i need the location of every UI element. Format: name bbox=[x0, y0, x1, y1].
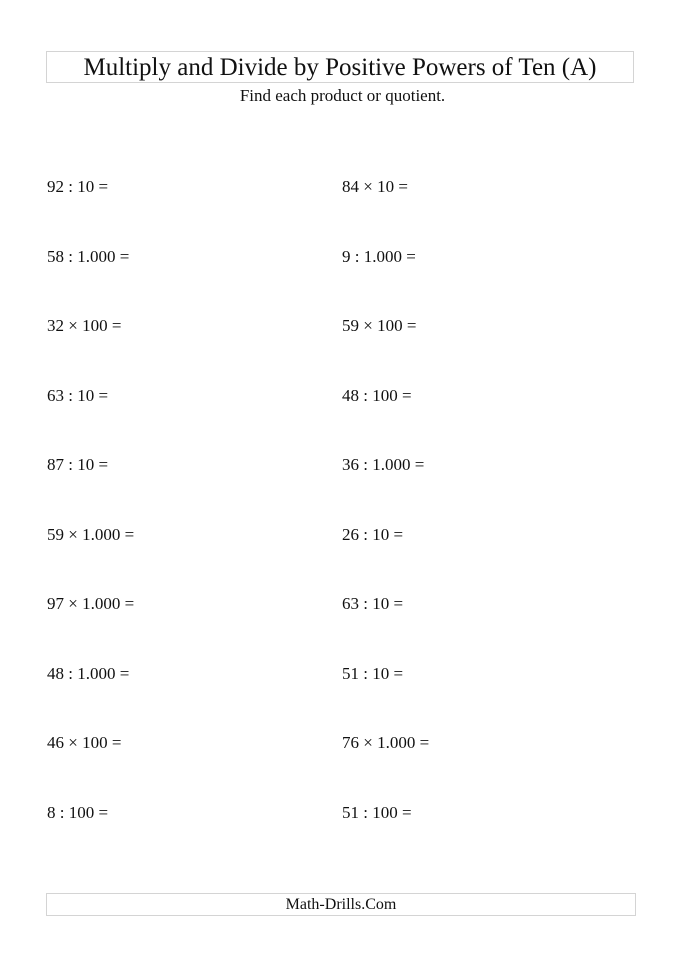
problem-right-8: 51 : 10 = bbox=[342, 663, 404, 683]
problem-left-8: 48 : 1.000 = bbox=[47, 663, 130, 683]
problem-left-9: 46 × 100 = bbox=[47, 733, 122, 752]
problem-left-5: 87 : 10 = bbox=[47, 455, 109, 474]
footer: Math-Drills.Com bbox=[46, 893, 636, 916]
problem-left-4: 63 : 10 = bbox=[47, 385, 109, 405]
problem-right-3: 59 × 100 = bbox=[342, 316, 417, 335]
problem-right-9: 76 × 1.000 = bbox=[342, 733, 430, 752]
problem-left-1: 92 : 10 = bbox=[47, 177, 109, 196]
problem-left-6: 59 × 1.000 = bbox=[47, 524, 135, 544]
problem-left-2: 58 : 1.000 = bbox=[47, 246, 130, 266]
problem-left-10: 8 : 100 = bbox=[47, 802, 109, 822]
problem-left-3: 32 × 100 = bbox=[47, 316, 122, 335]
instructions: Find each product or quotient. bbox=[239, 86, 446, 105]
problem-right-10: 51 : 100 = bbox=[342, 802, 412, 822]
problem-left-7: 97 × 1.000 = bbox=[47, 594, 135, 613]
problem-right-5: 36 : 1.000 = bbox=[342, 455, 425, 474]
problem-right-1: 84 × 10 = bbox=[342, 177, 408, 196]
problem-right-4: 48 : 100 = bbox=[342, 385, 412, 405]
problem-right-2: 9 : 1.000 = bbox=[342, 246, 416, 266]
problem-right-6: 26 : 10 = bbox=[342, 524, 404, 544]
worksheet-title: Multiply and Divide by Positive Powers of Ten (A) bbox=[46, 51, 634, 83]
problem-right-7: 63 : 10 = bbox=[342, 594, 404, 613]
